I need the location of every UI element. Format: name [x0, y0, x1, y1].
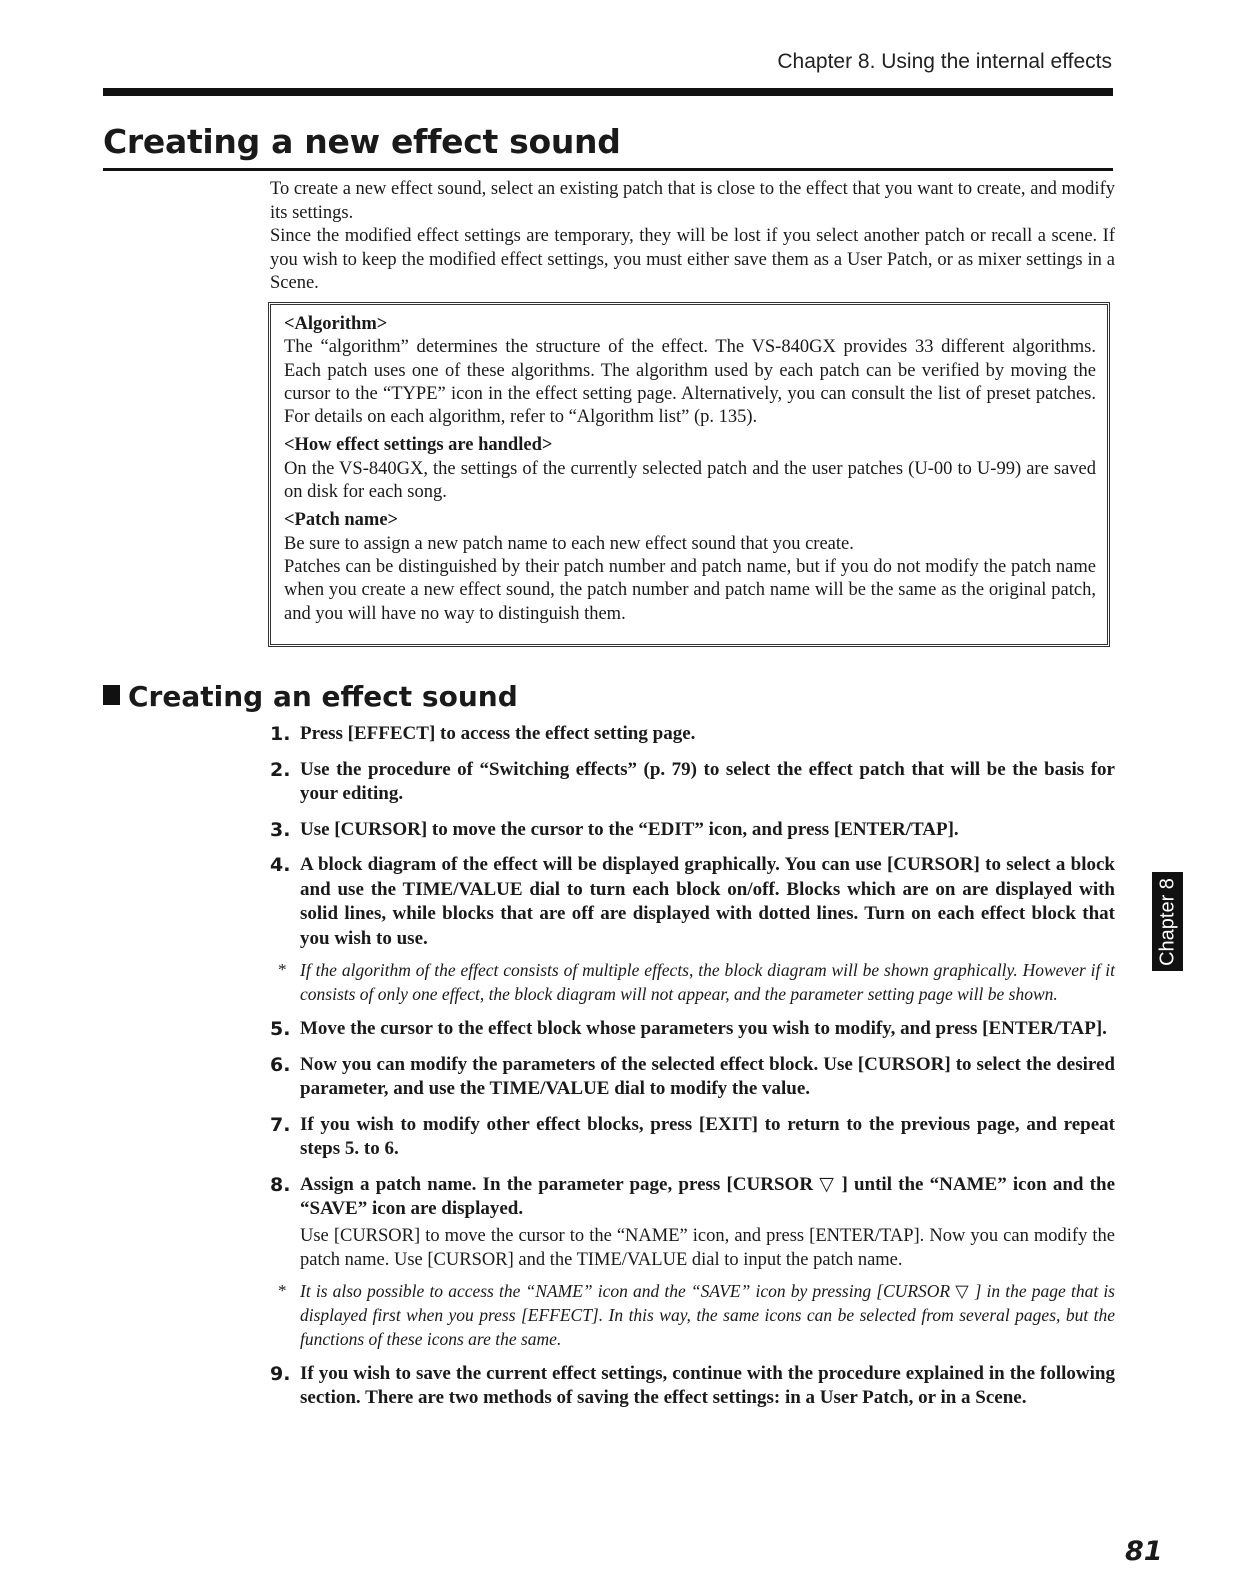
algorithm-text: The “algorithm” determines the structure of the effect. The VS-840GX provides 33 different algorithms. Each patch uses one of these algorithms. The algorithm used by each patch can be verified by moving the cursor to the “TYPE” icon in the effect setting page. Alternatively, you can consult the list of preset patches. For details on each algorithm, refer to “Algorithm list” (p. 135). — [284, 337, 1096, 428]
step-number: 1. — [270, 723, 291, 745]
step-number: 8. — [270, 1173, 291, 1196]
step-8-bold-text: Assign a patch name. In the parameter page, press [CURSOR ▽ ] until the “NAME” icon and the “SAVE” icon are displayed. — [300, 1173, 1115, 1219]
note-box — [268, 302, 1110, 647]
step-text: Use the procedure of “Switching effects” (p. 79) to select the effect patch that will be the basis for your editing. — [300, 758, 1115, 804]
page-number: 81 — [1125, 1536, 1163, 1567]
patch-name-text-2: Patches can be distinguished by their patch number and patch name, but if you do not modify the patch name when you create a new effect sound, the patch number and patch name will be the same as the original patch, and you will have no way to distinguish them. — [284, 556, 1096, 624]
square-bullet-icon — [103, 685, 120, 705]
note-asterisk: * — [278, 960, 287, 979]
note-asterisk: * — [278, 1280, 287, 1300]
intro-paragraph-1: To create a new effect sound, select an existing patch that is close to the effect that you want to create, and modify its settings. — [270, 179, 1115, 223]
step-number: 2. — [270, 758, 291, 781]
step-4 — [270, 853, 1115, 951]
step-8 — [270, 1173, 1115, 1272]
step-number: 5. — [270, 1018, 291, 1040]
chapter-header: Chapter 8. Using the internal effects — [777, 50, 1112, 73]
step-number: 9. — [270, 1362, 291, 1385]
handled-text: On the VS-840GX, the settings of the currently selected patch and the user patches (U-00 to U-99) are saved on disk for each song. — [284, 458, 1096, 503]
section-heading — [103, 680, 518, 713]
step-text: Use [CURSOR] to move the cursor to the “EDIT” icon, and press [ENTER/TAP]. — [300, 818, 959, 840]
step-text: Move the cursor to the effect block whose parameters you wish to modify, and press [ENTER/TAP]. — [300, 1018, 1107, 1039]
step-number: 3. — [270, 818, 291, 841]
step-8-note — [270, 1279, 1115, 1351]
step-1 — [270, 722, 1115, 747]
top-rule — [103, 88, 1113, 96]
note-text: If the algorithm of the effect consists of multiple effects, the block diagram will be shown graphically. However if it consists of only one effect, the block diagram will not appear, and the parameter setting page will be shown. — [300, 960, 1115, 1004]
step-number: 4. — [270, 854, 291, 876]
step-text: A block diagram of the effect will be displayed graphically. You can use [CURSOR] to select a block and use the TIME/VALUE dial to turn each block on/off. Blocks which are on are displayed with solid lines, while blocks that are off are displayed with dotted lines. Turn on each effect block that you wish to use. — [300, 854, 1115, 949]
intro-text — [270, 178, 1115, 296]
intro-paragraph-2: Since the modified effect settings are temporary, they will be lost if you select another patch or recall a scene. If you wish to keep the modified effect settings, you must either save them as a User Patch, or as mixer settings in a Scene. — [270, 226, 1115, 293]
step-text — [300, 1173, 1115, 1272]
title-rule — [103, 168, 1113, 171]
step-number: 7. — [270, 1113, 291, 1136]
step-text: If you wish to modify other effect blocks, press [EXIT] to return to the previous page, and repeat steps 5. to 6. — [300, 1113, 1115, 1159]
chapter-tab — [1152, 872, 1183, 971]
section-heading-text: Creating an effect sound — [128, 680, 518, 713]
step-9 — [270, 1362, 1115, 1411]
note-text: It is also possible to access the “NAME” icon and the “SAVE” icon by pressing [CURSOR ▽ ] in the page that is displayed first when you press [EFFECT]. In this way, the same icons can be selected from several pages, but the functions of these icons are the same. — [300, 1280, 1115, 1349]
step-8-plain-text: Use [CURSOR] to move the cursor to the “NAME” icon, and press [ENTER/TAP]. Now you can modify the patch name. Use [CURSOR] and the TIME/VALUE dial to input the patch name. — [300, 1225, 1115, 1270]
page-title: Creating a new effect sound — [103, 122, 621, 161]
handled-heading: <How effect settings are handled> — [284, 435, 553, 456]
step-3 — [270, 818, 1115, 843]
algorithm-heading: <Algorithm> — [284, 314, 388, 334]
chapter-tab-label: Chapter 8 — [1156, 877, 1178, 966]
patch-name-text-1: Be sure to assign a new patch name to each new effect sound that you create. — [284, 533, 854, 554]
step-4-note — [270, 958, 1115, 1006]
step-text: Now you can modify the parameters of the selected effect block. Use [CURSOR] to select the desired parameter, and use the TIME/VALUE dial to modify the value. — [300, 1053, 1115, 1099]
step-2 — [270, 758, 1115, 807]
step-text: If you wish to save the current effect settings, continue with the procedure explained in the following section. There are two methods of saving the effect settings: in a User Patch, or in a Scene. — [300, 1362, 1115, 1408]
step-6 — [270, 1053, 1115, 1102]
steps-list — [270, 722, 1115, 1422]
step-text: Press [EFFECT] to access the effect setting page. — [300, 723, 696, 744]
patch-name-heading: <Patch name> — [284, 510, 399, 531]
step-number: 6. — [270, 1053, 291, 1076]
step-5 — [270, 1017, 1115, 1042]
step-7 — [270, 1113, 1115, 1162]
